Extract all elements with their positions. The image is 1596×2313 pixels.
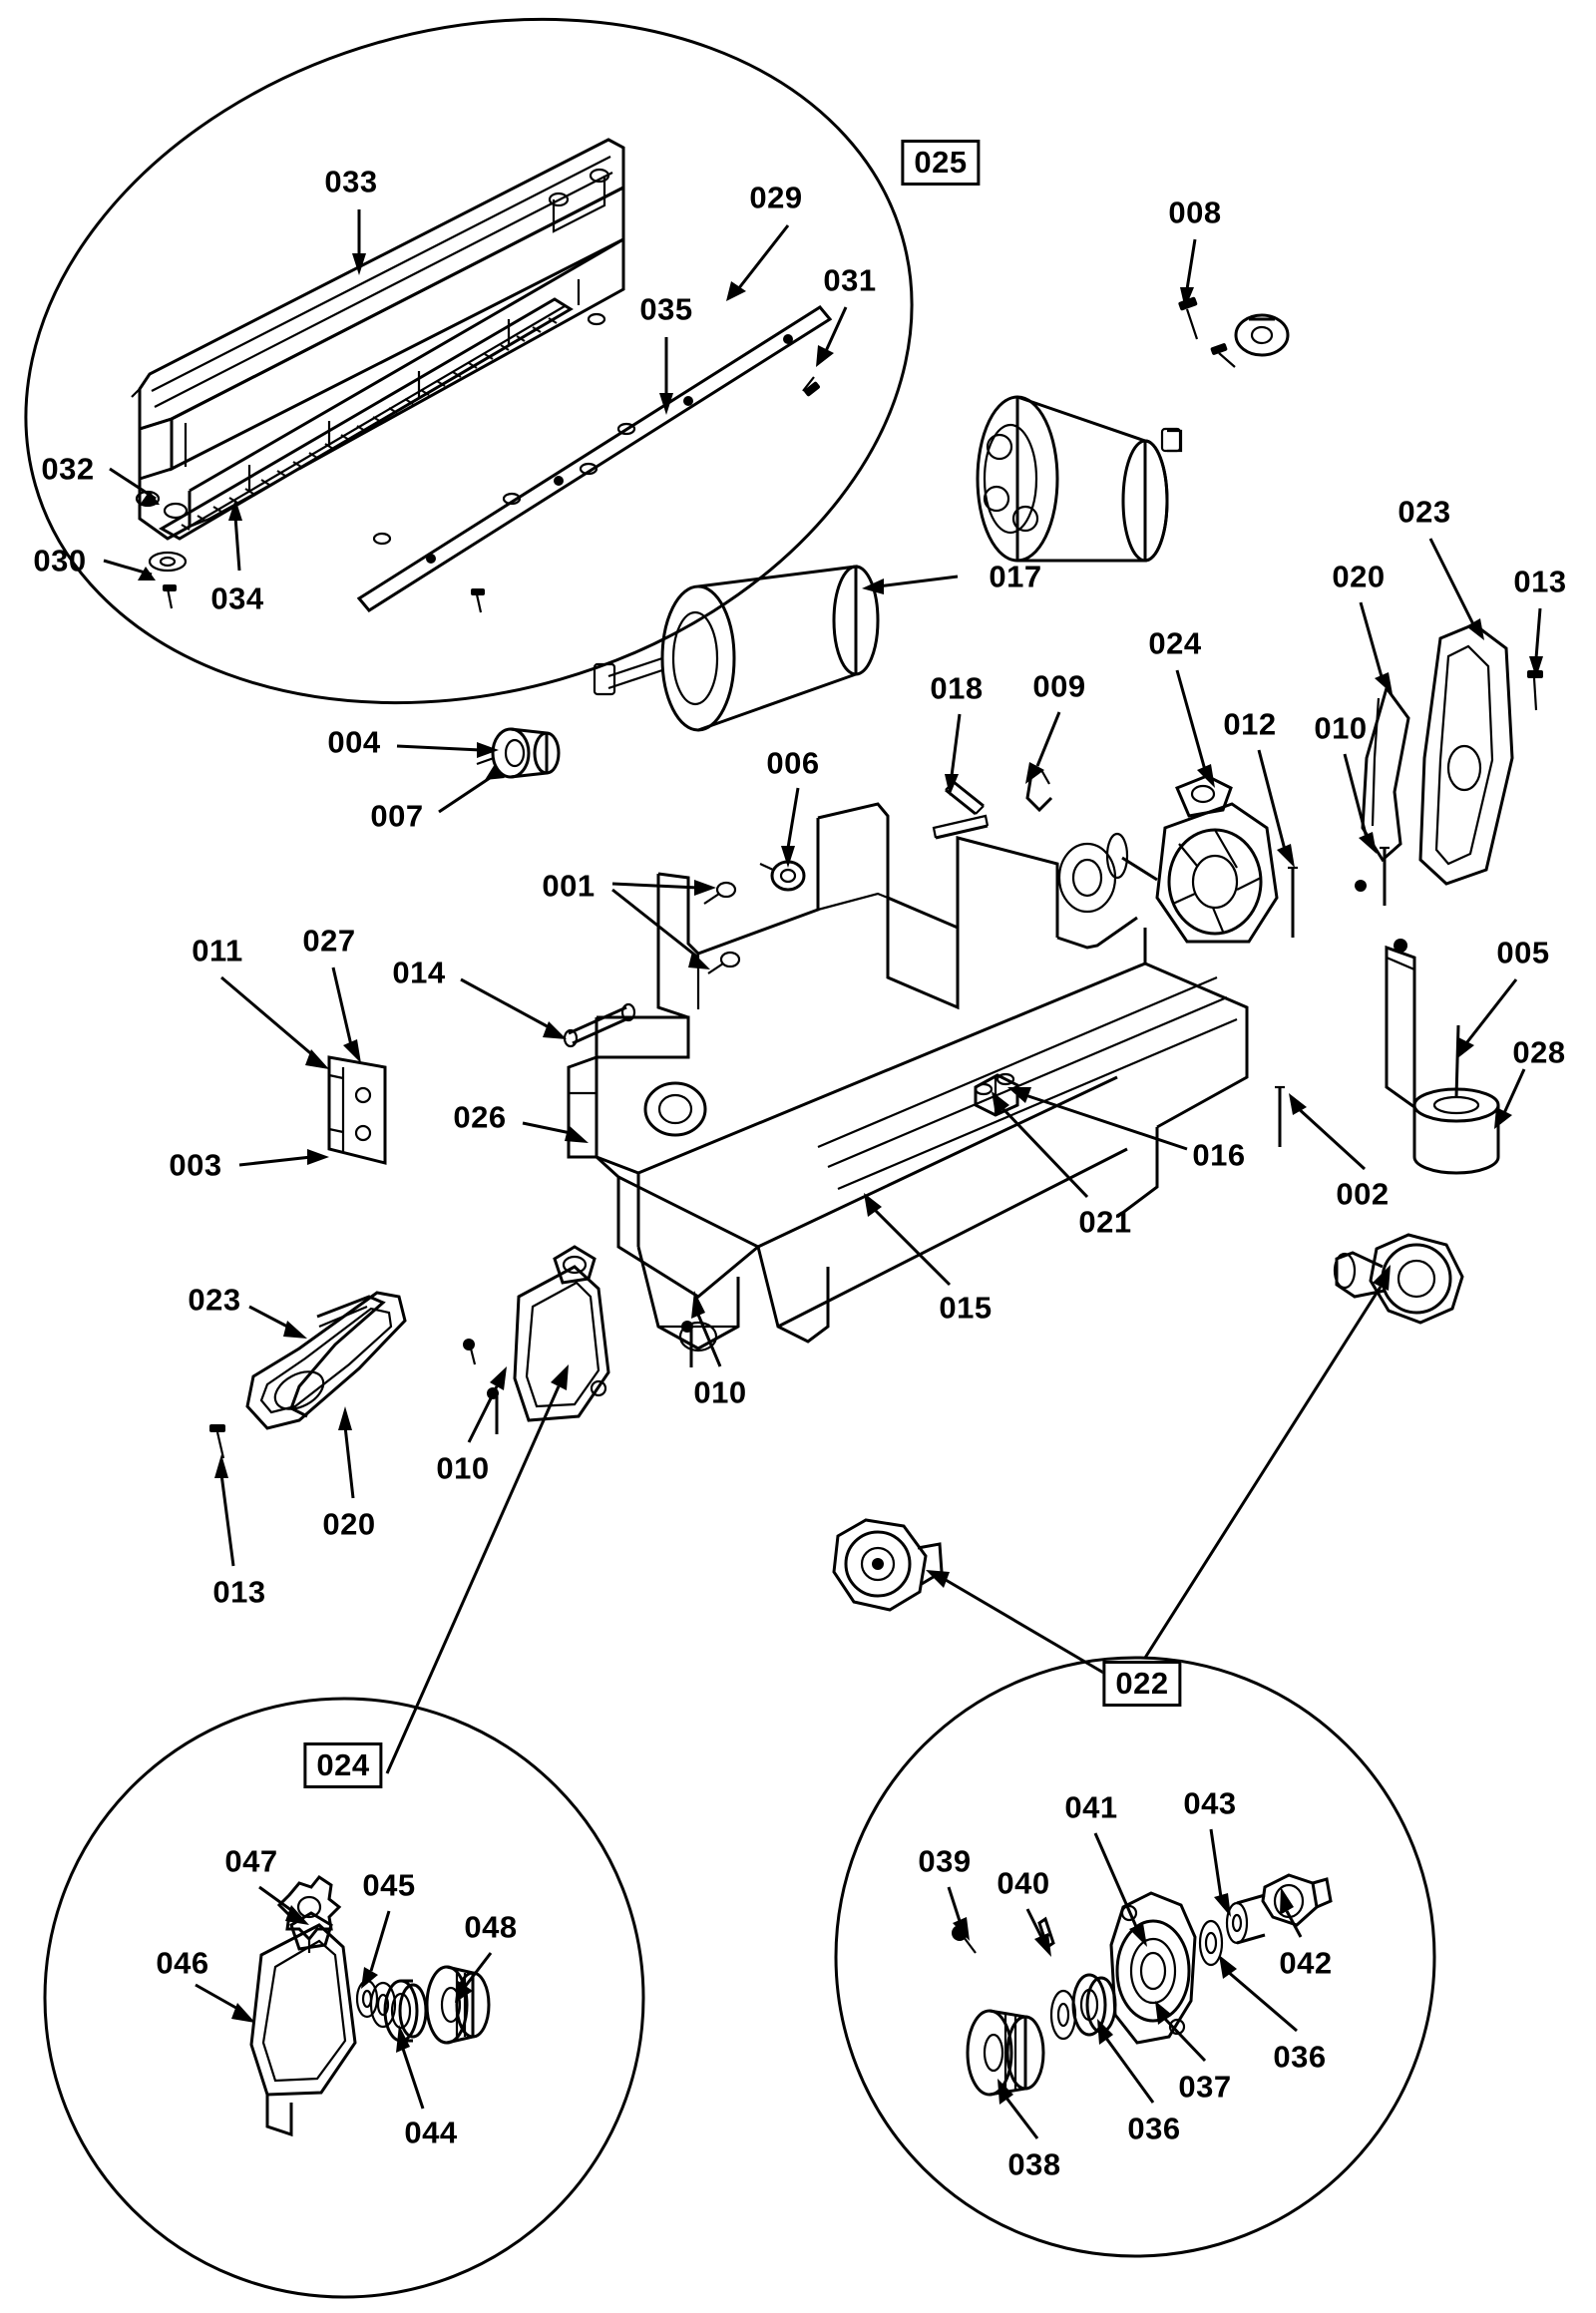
callout-005: 005 bbox=[1496, 935, 1550, 970]
callout-032: 032 bbox=[41, 451, 95, 487]
callout-023: 023 bbox=[188, 1282, 241, 1318]
callout-023: 023 bbox=[1397, 494, 1451, 530]
detail-circle-024 bbox=[45, 1699, 643, 2297]
callout-029: 029 bbox=[749, 180, 803, 215]
callout-008: 008 bbox=[1168, 194, 1222, 230]
callout-039: 039 bbox=[918, 1843, 972, 1879]
callout-020: 020 bbox=[322, 1506, 376, 1542]
fastener-cluster-inset bbox=[374, 314, 821, 612]
part-022-hub-main bbox=[1335, 1235, 1462, 1323]
callout-048: 048 bbox=[464, 1909, 518, 1945]
callout-033: 033 bbox=[324, 164, 378, 199]
callout-031: 031 bbox=[823, 262, 877, 298]
callout-042: 042 bbox=[1279, 1945, 1333, 1981]
callout-037: 037 bbox=[1178, 2069, 1232, 2105]
part-046-guard-main bbox=[515, 1247, 608, 1420]
callout-015: 015 bbox=[939, 1290, 993, 1326]
callout-038: 038 bbox=[1007, 2146, 1061, 2182]
callout-009: 009 bbox=[1032, 668, 1086, 704]
detail-circle-022 bbox=[836, 1658, 1434, 2256]
detail-024-contents bbox=[251, 1877, 489, 2134]
callout-011: 011 bbox=[192, 933, 243, 968]
callout-010: 010 bbox=[693, 1374, 747, 1410]
callout-026: 026 bbox=[453, 1099, 507, 1135]
part-032-screw bbox=[163, 584, 177, 608]
callout-035: 035 bbox=[639, 291, 693, 327]
callout-044: 044 bbox=[404, 2115, 458, 2150]
callout-012: 012 bbox=[1223, 706, 1277, 742]
callout-041: 041 bbox=[1064, 1789, 1118, 1825]
part-017-motor-b bbox=[978, 397, 1181, 561]
callout-027: 027 bbox=[302, 923, 356, 959]
callout-043: 043 bbox=[1183, 1785, 1237, 1821]
callout-034: 034 bbox=[210, 580, 264, 616]
callout-045: 045 bbox=[362, 1867, 416, 1903]
callout-010: 010 bbox=[1314, 710, 1368, 746]
callout-018: 018 bbox=[930, 670, 984, 706]
callout-020: 020 bbox=[1332, 559, 1386, 594]
callout-002: 002 bbox=[1336, 1176, 1390, 1212]
part-010-screws-lower bbox=[463, 1339, 475, 1364]
part-017-motor-a bbox=[595, 567, 878, 730]
leader-lines bbox=[104, 209, 1543, 2138]
part-006-cap bbox=[760, 862, 804, 890]
part-030-washer bbox=[150, 553, 186, 571]
callout-047: 047 bbox=[224, 1843, 278, 1879]
callout-017: 017 bbox=[989, 559, 1042, 594]
part-014-shaft bbox=[565, 1004, 634, 1046]
callout-021: 021 bbox=[1078, 1204, 1132, 1240]
callout-004: 004 bbox=[327, 724, 381, 760]
part-012-024-fan bbox=[1107, 776, 1277, 942]
part-003-011-027-bracket bbox=[329, 1057, 385, 1163]
callout-022-boxed: 022 bbox=[1102, 1661, 1181, 1707]
callout-025-boxed: 025 bbox=[901, 140, 980, 186]
callout-028: 028 bbox=[1512, 1034, 1566, 1070]
callout-024-boxed: 024 bbox=[303, 1742, 382, 1788]
part-002-plate bbox=[1387, 939, 1414, 1107]
part-005-028-capacitor bbox=[1414, 1025, 1498, 1173]
callout-006: 006 bbox=[766, 745, 820, 781]
callout-040: 040 bbox=[997, 1865, 1050, 1901]
detail-ellipse-025 bbox=[0, 0, 994, 804]
callout-030: 030 bbox=[33, 543, 87, 578]
callout-036: 036 bbox=[1127, 2111, 1181, 2146]
callout-001: 001 bbox=[542, 868, 596, 904]
callout-007: 007 bbox=[370, 798, 424, 834]
callout-046: 046 bbox=[156, 1945, 209, 1981]
callout-014: 014 bbox=[392, 955, 446, 990]
callout-036: 036 bbox=[1273, 2039, 1327, 2075]
part-022-hub-main-2 bbox=[834, 1520, 942, 1610]
part-001-pins bbox=[704, 883, 739, 973]
callout-013: 013 bbox=[1513, 564, 1567, 599]
part-013-screw-upper bbox=[1527, 670, 1543, 710]
callout-024: 024 bbox=[1148, 625, 1202, 661]
callout-010: 010 bbox=[436, 1450, 490, 1486]
part-023-cover-upper bbox=[1420, 624, 1512, 884]
callout-016: 016 bbox=[1192, 1137, 1246, 1173]
callout-013: 013 bbox=[212, 1574, 266, 1610]
callout-003: 003 bbox=[169, 1147, 222, 1183]
part-008-fasteners bbox=[1178, 296, 1288, 367]
part-013-screw-lower bbox=[209, 1424, 225, 1458]
